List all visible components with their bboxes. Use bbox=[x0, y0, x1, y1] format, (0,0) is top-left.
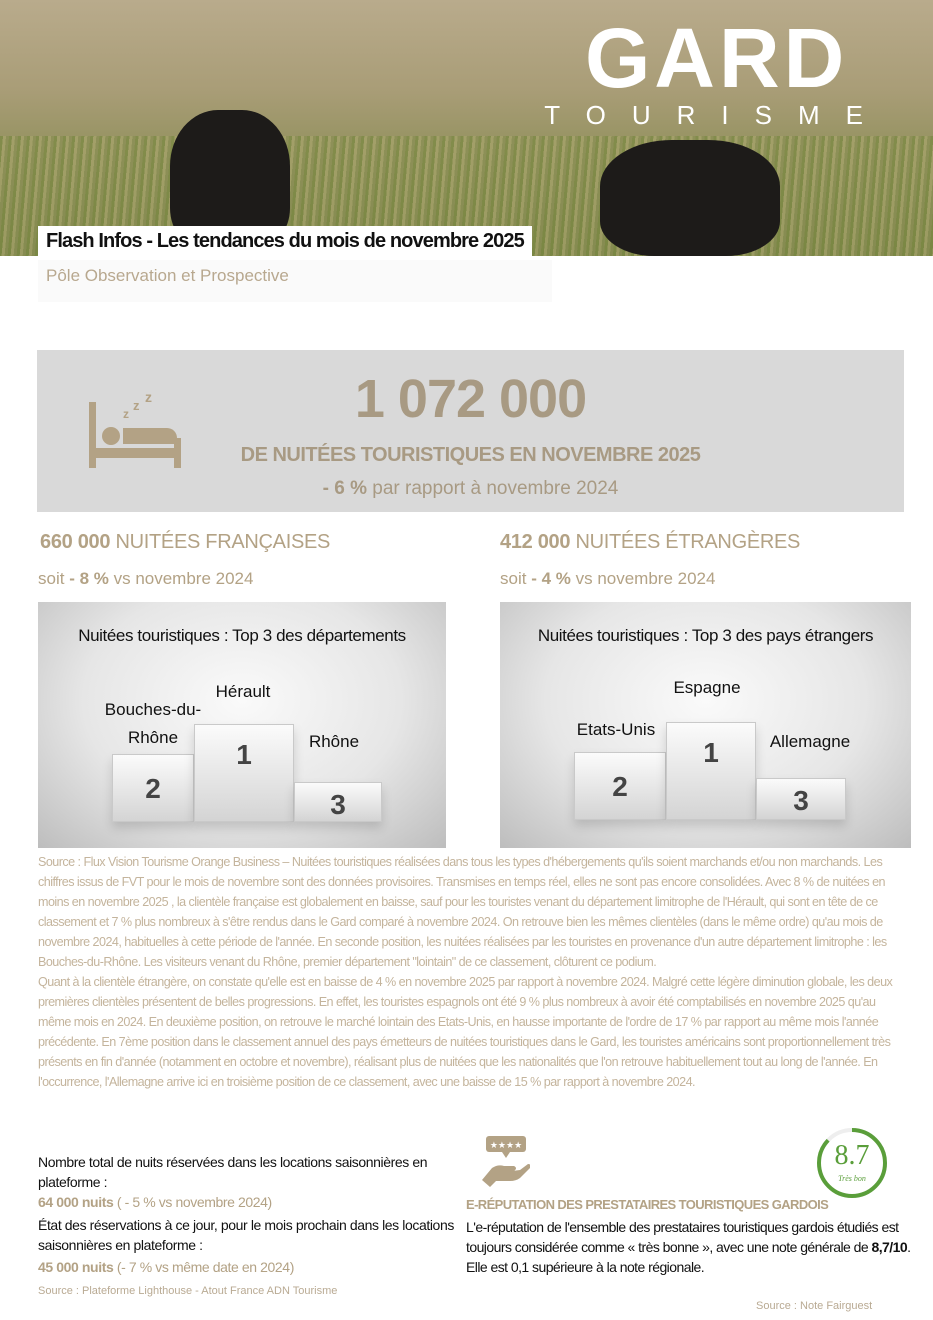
title-text: Flash Infos - Les tendances du mois de novembre 2025 bbox=[46, 230, 524, 252]
header-photo bbox=[0, 0, 933, 256]
review-stars-hand-icon bbox=[478, 1136, 530, 1188]
podium-step-3: 3 bbox=[294, 782, 382, 822]
podium-second-label: Bouches-du-Rhône bbox=[104, 700, 202, 747]
svg-text:★★★★: ★★★★ bbox=[489, 1140, 523, 1150]
foreign-vs: vs novembre 2024 bbox=[570, 569, 716, 588]
soit-label: soit bbox=[500, 569, 532, 588]
panel-title: Nuitées touristiques : Top 3 des pays étrangers bbox=[537, 626, 874, 645]
french-variation bbox=[38, 569, 253, 589]
podium-step-1: 1 bbox=[666, 722, 756, 820]
rentals-value-1-rest: ( - 5 % vs novembre 2024) bbox=[113, 1194, 272, 1210]
podium-step-3: 3 bbox=[756, 778, 846, 820]
podium-step-2: 2 bbox=[574, 752, 666, 820]
podium-second-label: Etats-Unis bbox=[576, 720, 656, 739]
kpi-variation-value: - 6 % bbox=[322, 478, 367, 499]
logo-main: GARD bbox=[584, 11, 849, 105]
page-title bbox=[38, 226, 532, 260]
rentals-label-1: Nombre total de nuits réservées dans les locations saisonnières en plateforme : bbox=[38, 1154, 428, 1190]
kpi-label: DE NUITÉES TOURISTIQUES EN NOVEMBRE 2025 bbox=[240, 444, 701, 466]
french-vs: vs novembre 2024 bbox=[108, 569, 254, 588]
podium-third-label: Rhône bbox=[308, 732, 360, 751]
badge-label: Très bon bbox=[838, 1174, 866, 1183]
ereputation-source: Source : Note Fairguest bbox=[756, 1300, 873, 1312]
french-label: NUITÉES FRANÇAISES bbox=[110, 531, 331, 553]
podium-countries bbox=[500, 602, 911, 848]
kpi-value: 1 072 000 bbox=[354, 369, 587, 429]
rentals-source: Source : Plateforme Lighthouse - Atout France ADN Tourisme bbox=[38, 1285, 338, 1297]
rentals-value-1 bbox=[38, 1192, 272, 1212]
badge-score: 8.7 bbox=[834, 1140, 870, 1171]
rentals-value-1-bold: 64 000 nuits bbox=[38, 1194, 114, 1210]
gard-tourisme-logo bbox=[544, 11, 889, 130]
svg-text:z: z bbox=[123, 407, 129, 421]
svg-text:z: z bbox=[145, 392, 152, 405]
ereputation-text-end: . Elle est 0,1 supérieure à la note régionale. bbox=[466, 1239, 911, 1275]
rentals-label-2: État des réservations à ce jour, pour le mois prochain dans les locations saisonnières en plateforme : bbox=[38, 1217, 454, 1253]
analysis-paragraph-french: Source : Flux Vision Tourisme Orange Business – Nuitées touristiques réalisées dans tous les types d'hébergements qu'ils soient marchands et/ou non marchands. Les chiffres issus de FVT pour le mois de novembre sont des données provisoires. Transmises en temps réel, elles ne sont pas encore consolidées. Avec 8 % de nuitées en moins en novembre 2025 , la clientèle française est globalement en baisse, sauf pour les touristes venant du département limitrophe de l'Hérault, qui sont en tête de ce classement et 7 % plus nombreux à s'être rendus dans le Gard comparé à novembre 2024. On retrouve bien les mêmes clientèles (dans le même ordre) qu'au mois de novembre 2024, habituelles à cette période de l'année. En seconde position, les nuitées réalisées par les touristes en provenance d'un autre département limitrophe : les Bouches-du-Rhône. Les visiteurs venant du Rhône, premier département "lointain" de ce classement, clôturent ce podium. bbox=[38, 855, 887, 969]
rentals-value-2-rest: (- 7 % vs même date en 2024) bbox=[113, 1259, 294, 1275]
podium-departments bbox=[38, 602, 446, 848]
french-nights-heading bbox=[40, 531, 330, 554]
foreign-nights-heading bbox=[500, 531, 800, 554]
page-subtitle: Pôle Observation et Prospective bbox=[38, 260, 552, 302]
podium-third-label: Allemagne bbox=[769, 732, 851, 751]
rentals-value-2 bbox=[38, 1257, 294, 1277]
panel-title: Nuitées touristiques : Top 3 des départements bbox=[78, 626, 406, 645]
podium-first-label: Hérault bbox=[215, 682, 271, 701]
ereputation-score: 8,7/10 bbox=[871, 1239, 908, 1255]
podium-first-label: Espagne bbox=[673, 678, 741, 697]
kpi-variation bbox=[37, 478, 904, 500]
french-var-value: - 8 % bbox=[69, 569, 109, 588]
foreign-var-value: - 4 % bbox=[531, 569, 571, 588]
soit-label: soit bbox=[38, 569, 70, 588]
bull-right bbox=[600, 140, 780, 256]
logo-sub: TOURISME bbox=[544, 100, 889, 130]
kpi-total-nights bbox=[37, 350, 904, 512]
rentals-value-2-bold: 45 000 nuits bbox=[38, 1259, 114, 1275]
ereputation-title: E-RÉPUTATION DES PRESTATAIRES TOURISTIQUES GARDOIS bbox=[466, 1197, 829, 1212]
podium-step-1: 1 bbox=[194, 724, 294, 822]
analysis-paragraph-foreign: Quant à la clientèle étrangère, on constate qu'elle est en baisse de 4 % en novembre 2025 par rapport à novembre 2024. Malgré cette légère diminution globale, les deux premières clientèles présentent de belles progressions. En effet, les touristes espagnols ont été 9 % plus nombreux à avoir été comptabilisés en novembre 2025 qu'au même mois en 2024. En deuxième position, on retrouve le marché lointain des Etats-Unis, en hausse importante de l'ordre de 17 % par rapport au même mois l'année précédente. En 7ème position dans le classement annuel des pays émetteurs de nuitées touristiques dans le Gard, les touristes américains sont proportionnellement très présents en fin d'année (notamment en octobre et novembre), réalisant plus de nuitées que les nationalités que l'on retrouve habituellement tout au long de l'année. En l'occurrence, l'Allemagne arrive ici en troisième position de ce classement, avec une baisse de 15 % par rapport à novembre 2024. bbox=[38, 975, 893, 1089]
foreign-label: NUITÉES ÉTRANGÈRES bbox=[570, 531, 801, 553]
foreign-variation bbox=[500, 569, 715, 589]
foreign-value: 412 000 bbox=[500, 531, 571, 553]
kpi-variation-text: par rapport à novembre 2024 bbox=[366, 478, 619, 499]
svg-text:z: z bbox=[133, 398, 140, 413]
ereputation-text bbox=[466, 1217, 911, 1277]
fairguest-badge bbox=[815, 1126, 889, 1200]
analysis-text bbox=[38, 852, 910, 1092]
french-value: 660 000 bbox=[40, 531, 111, 553]
ereputation-text-body: L'e-réputation de l'ensemble des prestataires touristiques gardois étudiés est toujours considérée comme « très bonne », avec une note générale de bbox=[466, 1219, 899, 1255]
podium-step-2: 2 bbox=[112, 754, 194, 822]
